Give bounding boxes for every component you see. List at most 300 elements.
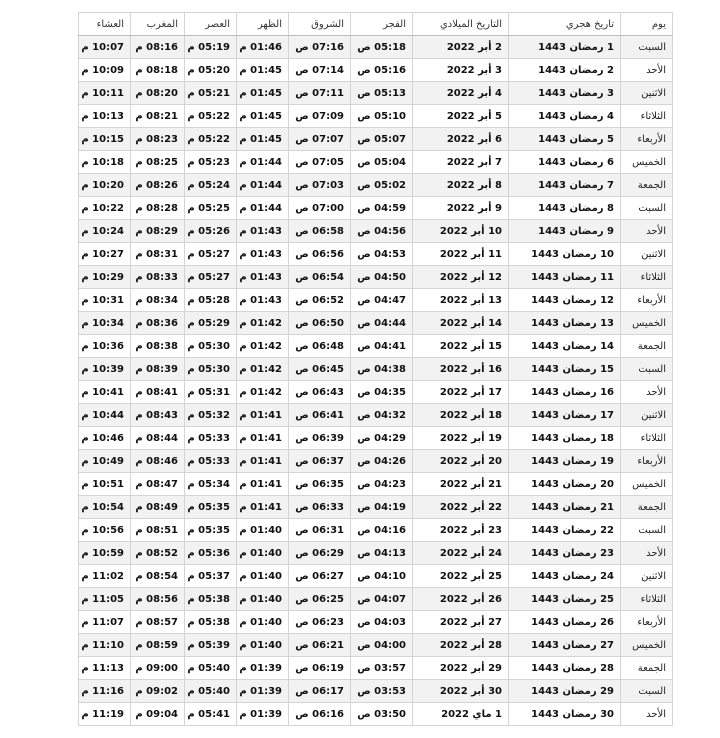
isha-time-cell: 10:07 م: [79, 36, 131, 59]
header-maghrib: المغرب: [131, 13, 185, 36]
sunrise-time-cell: 06:45 ص: [289, 358, 351, 381]
fajr-time-cell: 03:50 ص: [351, 703, 413, 726]
hijri-date-cell: 6 رمضان 1443: [509, 151, 621, 174]
fajr-time-cell: 04:29 ص: [351, 427, 413, 450]
day-cell: الأحد: [621, 542, 673, 565]
isha-time-cell: 11:13 م: [79, 657, 131, 680]
sunrise-time-cell: 06:16 ص: [289, 703, 351, 726]
maghrib-time-cell: 08:39 م: [131, 358, 185, 381]
dhuhr-time-cell: 01:43 م: [237, 243, 289, 266]
table-row: [79, 82, 673, 105]
maghrib-time-cell: 08:34 م: [131, 289, 185, 312]
asr-time-cell: 05:32 م: [185, 404, 237, 427]
table-row: [79, 473, 673, 496]
maghrib-time-cell: 08:23 م: [131, 128, 185, 151]
gregorian-date-cell: 26 أبر 2022: [413, 588, 509, 611]
header-isha: العشاء: [79, 13, 131, 36]
fajr-time-cell: 04:47 ص: [351, 289, 413, 312]
table-row: [79, 220, 673, 243]
table-row: [79, 427, 673, 450]
fajr-time-cell: 05:02 ص: [351, 174, 413, 197]
sunrise-time-cell: 06:52 ص: [289, 289, 351, 312]
isha-time-cell: 10:09 م: [79, 59, 131, 82]
sunrise-time-cell: 06:25 ص: [289, 588, 351, 611]
dhuhr-time-cell: 01:43 م: [237, 289, 289, 312]
isha-time-cell: 10:11 م: [79, 82, 131, 105]
dhuhr-time-cell: 01:45 م: [237, 105, 289, 128]
hijri-date-cell: 5 رمضان 1443: [509, 128, 621, 151]
hijri-date-cell: 11 رمضان 1443: [509, 266, 621, 289]
asr-time-cell: 05:33 م: [185, 450, 237, 473]
dhuhr-time-cell: 01:42 م: [237, 312, 289, 335]
table-row: [79, 542, 673, 565]
day-cell: الخميس: [621, 634, 673, 657]
fajr-time-cell: 05:16 ص: [351, 59, 413, 82]
isha-time-cell: 10:44 م: [79, 404, 131, 427]
isha-time-cell: 10:18 م: [79, 151, 131, 174]
hijri-date-cell: 2 رمضان 1443: [509, 59, 621, 82]
gregorian-date-cell: 12 أبر 2022: [413, 266, 509, 289]
hijri-date-cell: 12 رمضان 1443: [509, 289, 621, 312]
fajr-time-cell: 04:50 ص: [351, 266, 413, 289]
day-cell: الأربعاء: [621, 128, 673, 151]
asr-time-cell: 05:22 م: [185, 128, 237, 151]
maghrib-time-cell: 08:28 م: [131, 197, 185, 220]
maghrib-time-cell: 08:36 م: [131, 312, 185, 335]
asr-time-cell: 05:23 م: [185, 151, 237, 174]
isha-time-cell: 11:16 م: [79, 680, 131, 703]
isha-time-cell: 10:51 م: [79, 473, 131, 496]
maghrib-time-cell: 09:02 م: [131, 680, 185, 703]
sunrise-time-cell: 06:35 ص: [289, 473, 351, 496]
hijri-date-cell: 28 رمضان 1443: [509, 657, 621, 680]
table-row: [79, 358, 673, 381]
isha-time-cell: 10:24 م: [79, 220, 131, 243]
day-cell: الخميس: [621, 151, 673, 174]
hijri-date-cell: 16 رمضان 1443: [509, 381, 621, 404]
sunrise-time-cell: 06:17 ص: [289, 680, 351, 703]
asr-time-cell: 05:30 م: [185, 335, 237, 358]
asr-time-cell: 05:25 م: [185, 197, 237, 220]
dhuhr-time-cell: 01:44 م: [237, 151, 289, 174]
day-cell: الأربعاء: [621, 289, 673, 312]
asr-time-cell: 05:29 م: [185, 312, 237, 335]
isha-time-cell: 10:39 م: [79, 358, 131, 381]
isha-time-cell: 10:13 م: [79, 105, 131, 128]
dhuhr-time-cell: 01:42 م: [237, 381, 289, 404]
table-row: [79, 151, 673, 174]
header-hijri: تاريخ هجري: [509, 13, 621, 36]
isha-time-cell: 10:34 م: [79, 312, 131, 335]
table-row: [79, 565, 673, 588]
isha-time-cell: 10:41 م: [79, 381, 131, 404]
fajr-time-cell: 04:19 ص: [351, 496, 413, 519]
isha-time-cell: 10:36 م: [79, 335, 131, 358]
gregorian-date-cell: 17 أبر 2022: [413, 381, 509, 404]
gregorian-date-cell: 30 أبر 2022: [413, 680, 509, 703]
fajr-time-cell: 04:44 ص: [351, 312, 413, 335]
prayer-times-table-container: [78, 12, 666, 726]
fajr-time-cell: 05:18 ص: [351, 36, 413, 59]
day-cell: الثلاثاء: [621, 427, 673, 450]
asr-time-cell: 05:41 م: [185, 703, 237, 726]
gregorian-date-cell: 23 أبر 2022: [413, 519, 509, 542]
table-row: [79, 105, 673, 128]
day-cell: الاثنين: [621, 82, 673, 105]
gregorian-date-cell: 21 أبر 2022: [413, 473, 509, 496]
dhuhr-time-cell: 01:43 م: [237, 220, 289, 243]
dhuhr-time-cell: 01:40 م: [237, 588, 289, 611]
fajr-time-cell: 05:04 ص: [351, 151, 413, 174]
asr-time-cell: 05:37 م: [185, 565, 237, 588]
day-cell: الاثنين: [621, 565, 673, 588]
gregorian-date-cell: 2 أبر 2022: [413, 36, 509, 59]
maghrib-time-cell: 09:04 م: [131, 703, 185, 726]
fajr-time-cell: 04:59 ص: [351, 197, 413, 220]
dhuhr-time-cell: 01:39 م: [237, 657, 289, 680]
table-row: [79, 266, 673, 289]
fajr-time-cell: 04:38 ص: [351, 358, 413, 381]
maghrib-time-cell: 08:25 م: [131, 151, 185, 174]
isha-time-cell: 10:27 م: [79, 243, 131, 266]
maghrib-time-cell: 08:59 م: [131, 634, 185, 657]
dhuhr-time-cell: 01:45 م: [237, 128, 289, 151]
asr-time-cell: 05:35 م: [185, 496, 237, 519]
maghrib-time-cell: 08:20 م: [131, 82, 185, 105]
gregorian-date-cell: 25 أبر 2022: [413, 565, 509, 588]
header-gregorian: التاريخ الميلادي: [413, 13, 509, 36]
fajr-time-cell: 04:26 ص: [351, 450, 413, 473]
sunrise-time-cell: 07:11 ص: [289, 82, 351, 105]
gregorian-date-cell: 6 أبر 2022: [413, 128, 509, 151]
sunrise-time-cell: 07:07 ص: [289, 128, 351, 151]
asr-time-cell: 05:38 م: [185, 611, 237, 634]
fajr-time-cell: 03:57 ص: [351, 657, 413, 680]
prayer-times-table: [78, 12, 673, 726]
gregorian-date-cell: 8 أبر 2022: [413, 174, 509, 197]
table-row: [79, 197, 673, 220]
table-row: [79, 657, 673, 680]
gregorian-date-cell: 19 أبر 2022: [413, 427, 509, 450]
hijri-date-cell: 24 رمضان 1443: [509, 565, 621, 588]
asr-time-cell: 05:31 م: [185, 381, 237, 404]
maghrib-time-cell: 08:46 م: [131, 450, 185, 473]
table-row: [79, 611, 673, 634]
day-cell: الأربعاء: [621, 611, 673, 634]
fajr-time-cell: 05:07 ص: [351, 128, 413, 151]
hijri-date-cell: 23 رمضان 1443: [509, 542, 621, 565]
day-cell: الجمعة: [621, 335, 673, 358]
hijri-date-cell: 14 رمضان 1443: [509, 335, 621, 358]
asr-time-cell: 05:22 م: [185, 105, 237, 128]
gregorian-date-cell: 5 أبر 2022: [413, 105, 509, 128]
asr-time-cell: 05:38 م: [185, 588, 237, 611]
dhuhr-time-cell: 01:40 م: [237, 519, 289, 542]
fajr-time-cell: 03:53 ص: [351, 680, 413, 703]
hijri-date-cell: 29 رمضان 1443: [509, 680, 621, 703]
asr-time-cell: 05:40 م: [185, 680, 237, 703]
day-cell: الخميس: [621, 473, 673, 496]
dhuhr-time-cell: 01:46 م: [237, 36, 289, 59]
day-cell: الجمعة: [621, 174, 673, 197]
gregorian-date-cell: 15 أبر 2022: [413, 335, 509, 358]
sunrise-time-cell: 06:56 ص: [289, 243, 351, 266]
hijri-date-cell: 9 رمضان 1443: [509, 220, 621, 243]
hijri-date-cell: 30 رمضان 1443: [509, 703, 621, 726]
maghrib-time-cell: 08:41 م: [131, 381, 185, 404]
gregorian-date-cell: 10 أبر 2022: [413, 220, 509, 243]
header-dhuhr: الظهر: [237, 13, 289, 36]
dhuhr-time-cell: 01:41 م: [237, 404, 289, 427]
table-header: [79, 13, 673, 36]
dhuhr-time-cell: 01:45 م: [237, 82, 289, 105]
fajr-time-cell: 04:00 ص: [351, 634, 413, 657]
hijri-date-cell: 27 رمضان 1443: [509, 634, 621, 657]
table-row: [79, 588, 673, 611]
maghrib-time-cell: 08:33 م: [131, 266, 185, 289]
day-cell: الخميس: [621, 312, 673, 335]
gregorian-date-cell: 4 أبر 2022: [413, 82, 509, 105]
table-row: [79, 36, 673, 59]
dhuhr-time-cell: 01:42 م: [237, 335, 289, 358]
fajr-time-cell: 04:53 ص: [351, 243, 413, 266]
gregorian-date-cell: 24 أبر 2022: [413, 542, 509, 565]
maghrib-time-cell: 08:38 م: [131, 335, 185, 358]
hijri-date-cell: 15 رمضان 1443: [509, 358, 621, 381]
isha-time-cell: 10:29 م: [79, 266, 131, 289]
maghrib-time-cell: 08:44 م: [131, 427, 185, 450]
asr-time-cell: 05:30 م: [185, 358, 237, 381]
fajr-time-cell: 04:10 ص: [351, 565, 413, 588]
gregorian-date-cell: 28 أبر 2022: [413, 634, 509, 657]
asr-time-cell: 05:28 م: [185, 289, 237, 312]
maghrib-time-cell: 08:54 م: [131, 565, 185, 588]
header-sunrise: الشروق: [289, 13, 351, 36]
hijri-date-cell: 19 رمضان 1443: [509, 450, 621, 473]
sunrise-time-cell: 07:14 ص: [289, 59, 351, 82]
header-asr: العصر: [185, 13, 237, 36]
dhuhr-time-cell: 01:40 م: [237, 542, 289, 565]
asr-time-cell: 05:27 م: [185, 243, 237, 266]
sunrise-time-cell: 07:05 ص: [289, 151, 351, 174]
dhuhr-time-cell: 01:42 م: [237, 358, 289, 381]
day-cell: الأحد: [621, 220, 673, 243]
day-cell: الثلاثاء: [621, 105, 673, 128]
hijri-date-cell: 21 رمضان 1443: [509, 496, 621, 519]
dhuhr-time-cell: 01:44 م: [237, 174, 289, 197]
hijri-date-cell: 3 رمضان 1443: [509, 82, 621, 105]
gregorian-date-cell: 11 أبر 2022: [413, 243, 509, 266]
table-row: [79, 519, 673, 542]
header-day: يوم: [621, 13, 673, 36]
hijri-date-cell: 1 رمضان 1443: [509, 36, 621, 59]
sunrise-time-cell: 07:09 ص: [289, 105, 351, 128]
gregorian-date-cell: 1 ماي 2022: [413, 703, 509, 726]
hijri-date-cell: 13 رمضان 1443: [509, 312, 621, 335]
day-cell: الأحد: [621, 381, 673, 404]
maghrib-time-cell: 08:49 م: [131, 496, 185, 519]
maghrib-time-cell: 08:56 م: [131, 588, 185, 611]
fajr-time-cell: 04:32 ص: [351, 404, 413, 427]
gregorian-date-cell: 7 أبر 2022: [413, 151, 509, 174]
isha-time-cell: 11:02 م: [79, 565, 131, 588]
maghrib-time-cell: 08:18 م: [131, 59, 185, 82]
table-row: [79, 404, 673, 427]
dhuhr-time-cell: 01:41 م: [237, 450, 289, 473]
header-fajr: الفجر: [351, 13, 413, 36]
gregorian-date-cell: 20 أبر 2022: [413, 450, 509, 473]
gregorian-date-cell: 27 أبر 2022: [413, 611, 509, 634]
day-cell: الثلاثاء: [621, 266, 673, 289]
day-cell: الاثنين: [621, 243, 673, 266]
fajr-time-cell: 04:56 ص: [351, 220, 413, 243]
gregorian-date-cell: 14 أبر 2022: [413, 312, 509, 335]
hijri-date-cell: 7 رمضان 1443: [509, 174, 621, 197]
asr-time-cell: 05:21 م: [185, 82, 237, 105]
fajr-time-cell: 04:16 ص: [351, 519, 413, 542]
maghrib-time-cell: 08:52 م: [131, 542, 185, 565]
asr-time-cell: 05:27 م: [185, 266, 237, 289]
sunrise-time-cell: 06:50 ص: [289, 312, 351, 335]
dhuhr-time-cell: 01:41 م: [237, 473, 289, 496]
gregorian-date-cell: 22 أبر 2022: [413, 496, 509, 519]
dhuhr-time-cell: 01:44 م: [237, 197, 289, 220]
table-row: [79, 243, 673, 266]
fajr-time-cell: 05:13 ص: [351, 82, 413, 105]
sunrise-time-cell: 06:27 ص: [289, 565, 351, 588]
gregorian-date-cell: 16 أبر 2022: [413, 358, 509, 381]
fajr-time-cell: 04:41 ص: [351, 335, 413, 358]
table-row: [79, 174, 673, 197]
sunrise-time-cell: 06:33 ص: [289, 496, 351, 519]
isha-time-cell: 11:05 م: [79, 588, 131, 611]
asr-time-cell: 05:26 م: [185, 220, 237, 243]
fajr-time-cell: 04:23 ص: [351, 473, 413, 496]
sunrise-time-cell: 06:31 ص: [289, 519, 351, 542]
day-cell: السبت: [621, 358, 673, 381]
gregorian-date-cell: 13 أبر 2022: [413, 289, 509, 312]
maghrib-time-cell: 09:00 م: [131, 657, 185, 680]
asr-time-cell: 05:33 م: [185, 427, 237, 450]
sunrise-time-cell: 06:54 ص: [289, 266, 351, 289]
isha-time-cell: 10:59 م: [79, 542, 131, 565]
table-row: [79, 450, 673, 473]
day-cell: السبت: [621, 197, 673, 220]
sunrise-time-cell: 06:43 ص: [289, 381, 351, 404]
dhuhr-time-cell: 01:40 م: [237, 565, 289, 588]
isha-time-cell: 10:46 م: [79, 427, 131, 450]
day-cell: السبت: [621, 519, 673, 542]
isha-time-cell: 10:54 م: [79, 496, 131, 519]
maghrib-time-cell: 08:51 م: [131, 519, 185, 542]
day-cell: الجمعة: [621, 496, 673, 519]
sunrise-time-cell: 06:21 ص: [289, 634, 351, 657]
gregorian-date-cell: 29 أبر 2022: [413, 657, 509, 680]
day-cell: الجمعة: [621, 657, 673, 680]
fajr-time-cell: 05:10 ص: [351, 105, 413, 128]
isha-time-cell: 10:20 م: [79, 174, 131, 197]
hijri-date-cell: 22 رمضان 1443: [509, 519, 621, 542]
asr-time-cell: 05:40 م: [185, 657, 237, 680]
gregorian-date-cell: 9 أبر 2022: [413, 197, 509, 220]
dhuhr-time-cell: 01:41 م: [237, 496, 289, 519]
table-row: [79, 335, 673, 358]
fajr-time-cell: 04:07 ص: [351, 588, 413, 611]
sunrise-time-cell: 06:37 ص: [289, 450, 351, 473]
day-cell: الأحد: [621, 59, 673, 82]
table-row: [79, 128, 673, 151]
sunrise-time-cell: 06:19 ص: [289, 657, 351, 680]
header-row: [79, 13, 673, 36]
maghrib-time-cell: 08:47 م: [131, 473, 185, 496]
hijri-date-cell: 10 رمضان 1443: [509, 243, 621, 266]
isha-time-cell: 11:07 م: [79, 611, 131, 634]
asr-time-cell: 05:36 م: [185, 542, 237, 565]
hijri-date-cell: 20 رمضان 1443: [509, 473, 621, 496]
isha-time-cell: 11:19 م: [79, 703, 131, 726]
maghrib-time-cell: 08:26 م: [131, 174, 185, 197]
fajr-time-cell: 04:35 ص: [351, 381, 413, 404]
table-row: [79, 496, 673, 519]
table-row: [79, 289, 673, 312]
asr-time-cell: 05:24 م: [185, 174, 237, 197]
day-cell: السبت: [621, 36, 673, 59]
table-row: [79, 634, 673, 657]
dhuhr-time-cell: 01:40 م: [237, 634, 289, 657]
sunrise-time-cell: 06:48 ص: [289, 335, 351, 358]
fajr-time-cell: 04:13 ص: [351, 542, 413, 565]
maghrib-time-cell: 08:16 م: [131, 36, 185, 59]
sunrise-time-cell: 06:29 ص: [289, 542, 351, 565]
asr-time-cell: 05:39 م: [185, 634, 237, 657]
dhuhr-time-cell: 01:41 م: [237, 427, 289, 450]
asr-time-cell: 05:20 م: [185, 59, 237, 82]
sunrise-time-cell: 07:16 ص: [289, 36, 351, 59]
isha-time-cell: 10:31 م: [79, 289, 131, 312]
hijri-date-cell: 26 رمضان 1443: [509, 611, 621, 634]
isha-time-cell: 10:49 م: [79, 450, 131, 473]
table-row: [79, 312, 673, 335]
maghrib-time-cell: 08:21 م: [131, 105, 185, 128]
hijri-date-cell: 25 رمضان 1443: [509, 588, 621, 611]
hijri-date-cell: 4 رمضان 1443: [509, 105, 621, 128]
fajr-time-cell: 04:03 ص: [351, 611, 413, 634]
sunrise-time-cell: 06:39 ص: [289, 427, 351, 450]
day-cell: الاثنين: [621, 404, 673, 427]
day-cell: السبت: [621, 680, 673, 703]
dhuhr-time-cell: 01:39 م: [237, 703, 289, 726]
sunrise-time-cell: 07:03 ص: [289, 174, 351, 197]
gregorian-date-cell: 18 أبر 2022: [413, 404, 509, 427]
maghrib-time-cell: 08:29 م: [131, 220, 185, 243]
asr-time-cell: 05:34 م: [185, 473, 237, 496]
maghrib-time-cell: 08:43 م: [131, 404, 185, 427]
hijri-date-cell: 8 رمضان 1443: [509, 197, 621, 220]
hijri-date-cell: 17 رمضان 1443: [509, 404, 621, 427]
asr-time-cell: 05:35 م: [185, 519, 237, 542]
maghrib-time-cell: 08:31 م: [131, 243, 185, 266]
isha-time-cell: 10:56 م: [79, 519, 131, 542]
day-cell: الأحد: [621, 703, 673, 726]
dhuhr-time-cell: 01:45 م: [237, 59, 289, 82]
table-row: [79, 381, 673, 404]
hijri-date-cell: 18 رمضان 1443: [509, 427, 621, 450]
dhuhr-time-cell: 01:39 م: [237, 680, 289, 703]
maghrib-time-cell: 08:57 م: [131, 611, 185, 634]
isha-time-cell: 10:22 م: [79, 197, 131, 220]
table-body: [79, 36, 673, 726]
gregorian-date-cell: 3 أبر 2022: [413, 59, 509, 82]
